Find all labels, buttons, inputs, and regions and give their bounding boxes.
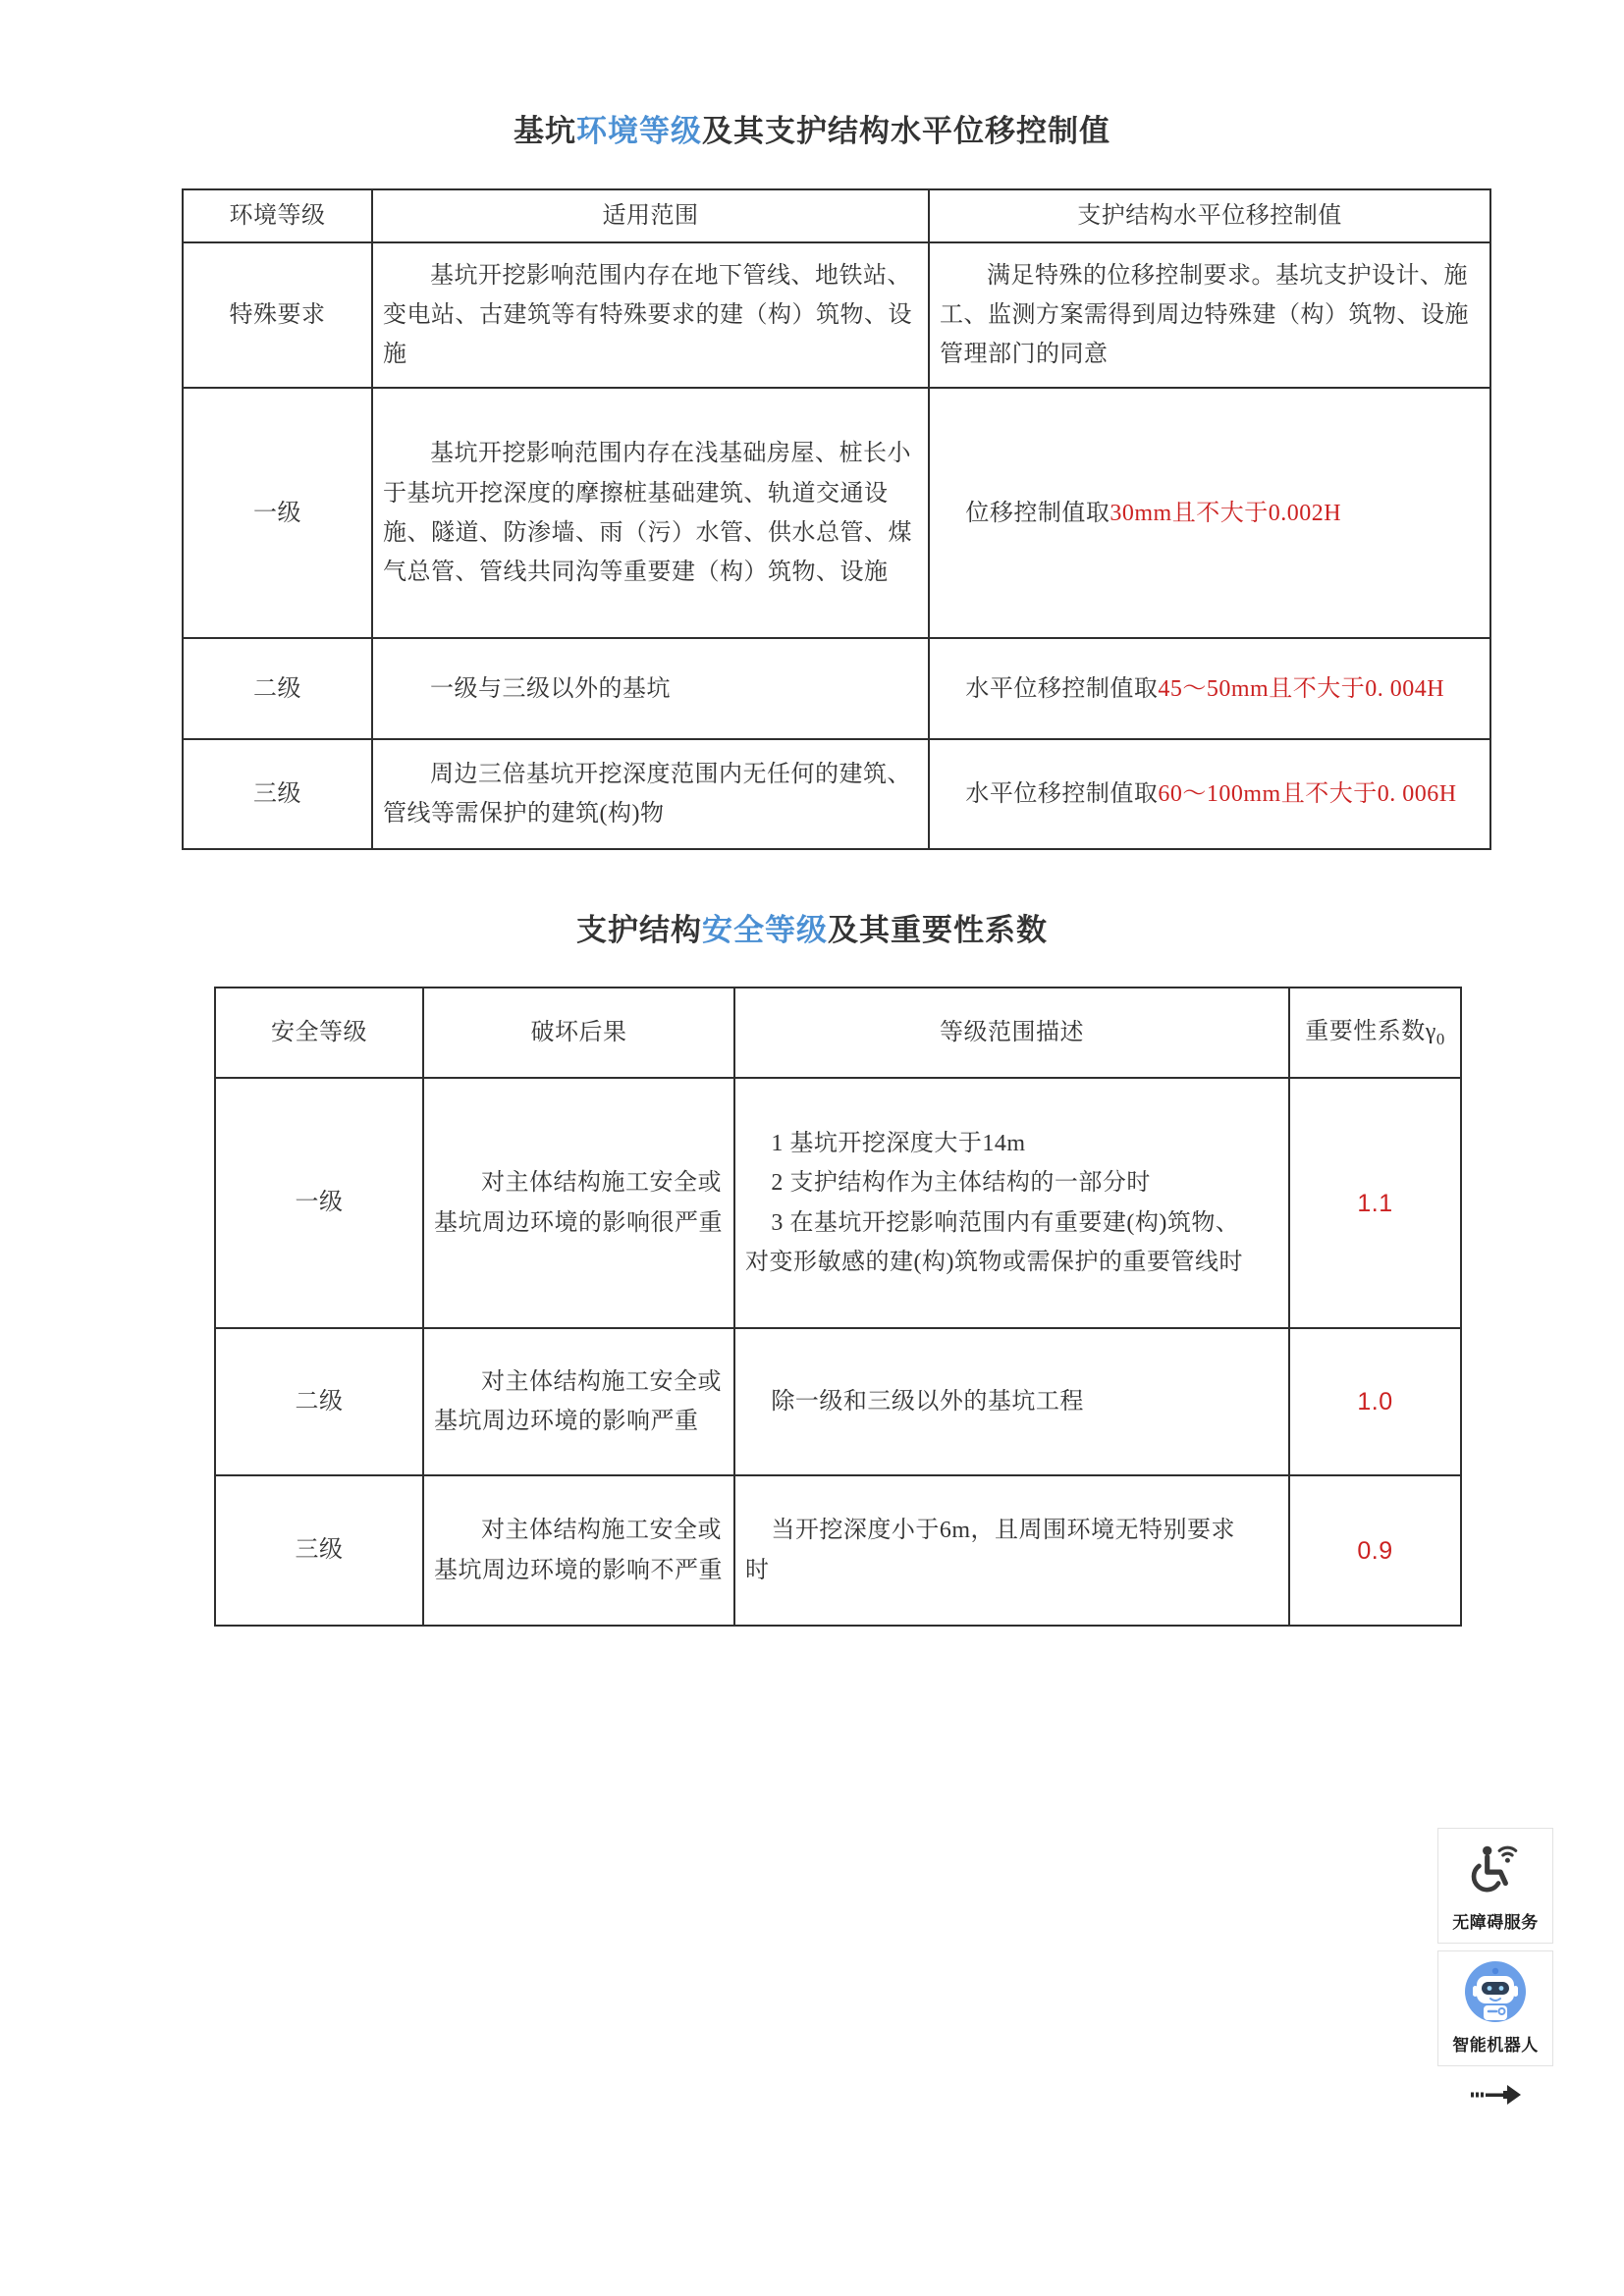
table1-header-scope: 适用范围: [372, 189, 929, 242]
table2-row0-consequence: 对主体结构施工安全或基坑周边环境的影响很严重: [423, 1078, 734, 1328]
accessibility-label: 无障碍服务: [1452, 1913, 1539, 1932]
control-value-red: 60～100mm且不大于0. 006H: [1158, 781, 1457, 808]
table-row: [183, 242, 1490, 388]
desc-line: 3 在基坑开挖影响范围内有重要建(构)筑物、对变形敏感的建(构)筑物或需保护的重要管线时: [745, 1209, 1243, 1275]
table-row: [215, 1078, 1461, 1328]
factor-header-sub: 0: [1435, 1029, 1445, 1048]
table1-header-control: 支护结构水平位移控制值: [929, 189, 1490, 242]
table1-title-post: 及其支护结构水平位移控制值: [702, 114, 1110, 148]
table1-row1-level: 一级: [183, 388, 372, 638]
table2-header-level: 安全等级: [215, 988, 423, 1078]
table1-title-highlight: 环境等级: [576, 114, 702, 148]
table2-row1-level: 二级: [215, 1328, 423, 1475]
environment-grade-table: [182, 188, 1491, 850]
table2-title-pre: 支护结构: [576, 913, 702, 947]
table2-row2-factor: 0.9: [1289, 1475, 1461, 1626]
table1-title: [0, 106, 1624, 150]
accessibility-icon: [1438, 1829, 1552, 1908]
arrow-right-icon: [1470, 2081, 1525, 2109]
desc-line: 2 支护结构作为主体结构的一部分时: [771, 1170, 1151, 1197]
table2-row0-desc: [734, 1078, 1289, 1328]
table1-row2-scope: 一级与三级以外的基坑: [372, 638, 929, 739]
table2-row1-desc: [734, 1328, 1289, 1475]
table2-row2-consequence: 对主体结构施工安全或基坑周边环境的影响不严重: [423, 1475, 734, 1626]
table2-title: [0, 905, 1624, 949]
table2-header-desc: 等级范围描述: [734, 988, 1289, 1078]
table-row: [183, 388, 1490, 638]
accessibility-service-button[interactable]: [1437, 1828, 1553, 1944]
safety-grade-table: [214, 987, 1462, 1627]
table1-row2-control: [929, 638, 1490, 739]
smart-robot-button[interactable]: [1437, 1950, 1553, 2066]
control-text: 水平位移控制值取: [965, 781, 1159, 808]
table1-header-row: [183, 189, 1490, 242]
table1-header-level: 环境等级: [183, 189, 372, 242]
table2-header-consequence: 破坏后果: [423, 988, 734, 1078]
table1-row3-level: 三级: [183, 739, 372, 849]
factor-header-text: 重要性系数γ: [1305, 1018, 1436, 1044]
table2-row1-factor: 1.0: [1289, 1328, 1461, 1475]
control-value-red: 45～50mm且不大于0. 004H: [1158, 675, 1445, 702]
table1-row1-control: [929, 388, 1490, 638]
table2-row2-desc: [734, 1475, 1289, 1626]
table2-row1-consequence: 对主体结构施工安全或基坑周边环境的影响严重: [423, 1328, 734, 1475]
table2-title-highlight: 安全等级: [702, 913, 828, 947]
table2-header-factor: [1289, 988, 1461, 1078]
table-row: [215, 1475, 1461, 1626]
table2-row0-factor: 1.1: [1289, 1078, 1461, 1328]
table1-row0-level: 特殊要求: [183, 242, 372, 388]
table-row: [183, 638, 1490, 739]
control-text: 水平位移控制值取: [965, 675, 1159, 702]
collapse-arrow-button[interactable]: [1469, 2075, 1526, 2114]
robot-icon: [1438, 1951, 1552, 2031]
table2-title-post: 及其重要性系数: [828, 913, 1048, 947]
table1-row0-scope: 基坑开挖影响范围内存在地下管线、地铁站、变电站、古建筑等有特殊要求的建（构）筑物、设施: [372, 242, 929, 388]
table-row: [183, 739, 1490, 849]
desc-line: 1 基坑开挖深度大于14m: [771, 1130, 1026, 1156]
table1-row1-scope: 基坑开挖影响范围内存在浅基础房屋、桩长小于基坑开挖深度的摩擦桩基础建筑、轨道交通设施、隧道、防渗墙、雨（污）水管、供水总管、煤气总管、管线共同沟等重要建（构）筑物、设施: [372, 388, 929, 638]
table-row: [215, 1328, 1461, 1475]
control-text: 满足特殊的位移控制要求。基坑支护设计、施工、监测方案需得到周边特殊建（构）筑物、设施管理部门的同意: [940, 262, 1469, 368]
control-value-red: 30mm且不大于0.002H: [1110, 500, 1342, 526]
table1-row0-control: [929, 242, 1490, 388]
table1-row3-control: [929, 739, 1490, 849]
control-text: 位移控制值取: [965, 500, 1110, 526]
table2-header-row: [215, 988, 1461, 1078]
table1-row2-level: 二级: [183, 638, 372, 739]
table2-row0-level: 一级: [215, 1078, 423, 1328]
table2-row2-level: 三级: [215, 1475, 423, 1626]
desc-line: 当开挖深度小于6m，且周围环境无特别要求时: [745, 1518, 1236, 1583]
robot-label: 智能机器人: [1452, 2036, 1539, 2055]
table1-title-pre: 基坑: [514, 114, 576, 148]
desc-line: 除一级和三级以外的基坑工程: [771, 1388, 1084, 1415]
table1-row3-scope: 周边三倍基坑开挖深度范围内无任何的建筑、管线等需保护的建筑(构)物: [372, 739, 929, 849]
